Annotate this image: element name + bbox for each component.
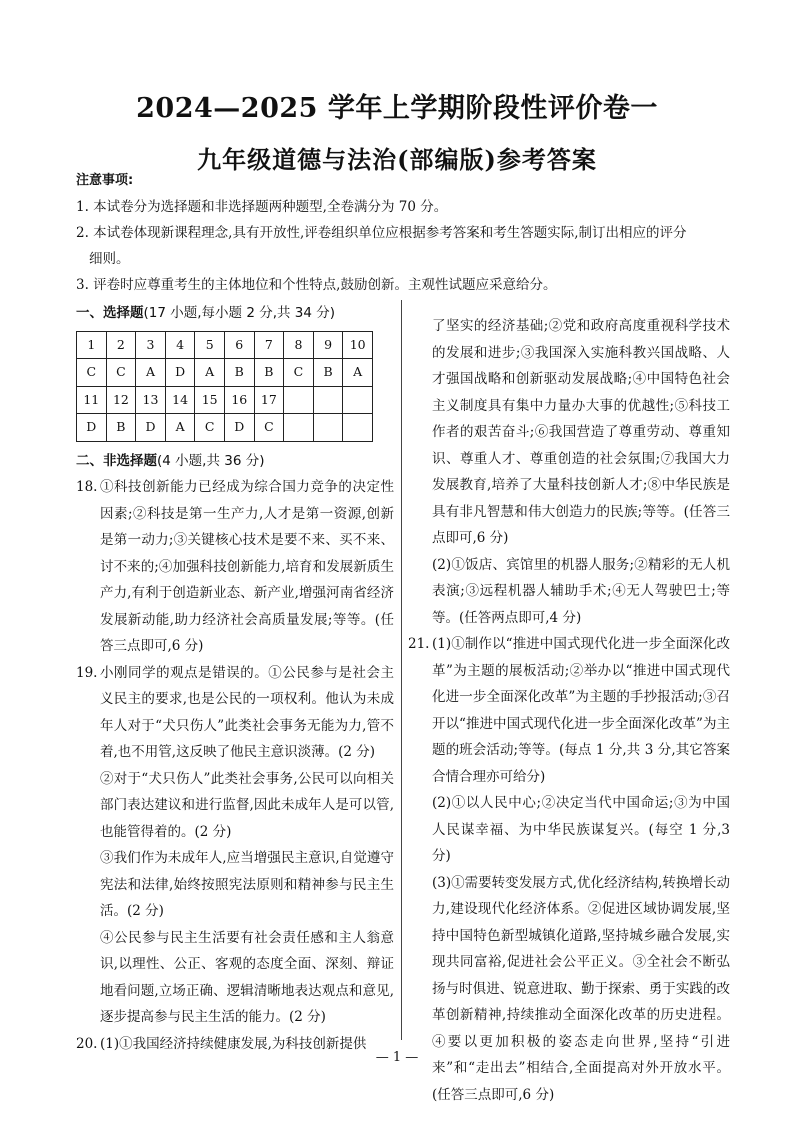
answer-letter-row: [77, 359, 373, 387]
answer-paragraph: ④公民参与民主生活要有社会责任感和主人翁意识,以理性、公正、客观的态度全面、深刻、辩证地看问题,立场正确、逻辑清晰地表达观点和意见,逐步提高参与民主生活的能力。(2 分): [100, 929, 394, 1025]
question-19: [76, 660, 394, 766]
answer-cell: 4: [165, 331, 195, 359]
answer-cell: 12: [106, 386, 136, 414]
answer-cell: B: [254, 359, 284, 387]
right-column: [408, 313, 730, 1108]
section1-title: 一、选择题: [76, 305, 144, 321]
answer-cell: 15: [195, 386, 225, 414]
answer-number-row: [77, 386, 373, 414]
answer-cell: A: [195, 359, 225, 387]
answer-cell: [343, 414, 373, 442]
answer-cell: [313, 414, 343, 442]
answer-cell: 1: [77, 331, 107, 359]
answer-cell: 13: [136, 386, 166, 414]
answer-cell: D: [77, 414, 107, 442]
answer-cell: C: [106, 359, 136, 387]
question-number: 20.: [76, 1035, 98, 1052]
answer-cell: B: [106, 414, 136, 442]
notes-block: [76, 168, 726, 298]
answer-paragraph: ③我们作为未成年人,应当增强民主意识,自觉遵守宪法和法律,始终按照宪法原则和精神参与民主生活。(2 分): [100, 850, 394, 919]
answer-text: ①科技创新能力已经成为综合国力竞争的决定性因素;②科技是第一生产力,人才是第一资源,创新是第一动力;③关键核心技术是要不来、买不来、讨不来的;④加强科技创新能力,培育和发展新质生产力,有利于创造新业态、新产业,增强河南省经济发展新动能,助力经济社会高质量发展;等等。(任答三点即可,6 分): [100, 479, 394, 654]
answer-cell: A: [343, 359, 373, 387]
note-item: 2. 本试卷体现新课程理念,具有开放性,评卷组织单位应根据参考答案和考生答题实际,制订出相应的评分: [76, 225, 687, 241]
answer-paragraph: (3)①需要转变发展方式,优化经济结构,转换增长动力,建设现代化经济体系。②促进区域协调发展,坚持中国特色新型城镇化道路,坚持城乡融合发展,实现共同富裕,促进社会公平正义。③全社会不断弘扬与时俱进、锐意进取、勤于探索、勇于实践的改革创新精神,持续推动全面深化改革的历史进程。④要以更加积极的姿态走向世界,坚持“引进来”和“走出去”相结合,全面提高对外开放水平。(任答三点即可,6 分): [432, 874, 730, 1103]
answer-cell: 2: [106, 331, 136, 359]
notes-heading: 注意事项:: [76, 173, 134, 188]
answer-cell: C: [254, 414, 284, 442]
section2-heading: [76, 448, 394, 475]
question-21: [408, 631, 730, 790]
answer-cell: 14: [165, 386, 195, 414]
answer-cell: 6: [224, 331, 254, 359]
answer-paragraph: ②对于“犬只伤人”此类社会事务,公民可以向相关部门表达建议和进行监督,因此未成年人是可以管,也能管得着的。(2 分): [100, 770, 394, 840]
answer-cell: 9: [313, 331, 343, 359]
answer-cell: 5: [195, 331, 225, 359]
answer-text: 小刚同学的观点是错误的。①公民参与是社会主义民主的要求,也是公民的一项权利。他认为未成年人对于“犬只伤人”此类社会事务无能为力,管不着,也不用管,这反映了他民主意识淡薄。(2 分): [100, 664, 394, 760]
column-divider: [401, 300, 402, 1040]
page-subtitle: 九年级道德与法治(部编版)参考答案: [197, 145, 597, 174]
answer-cell: [284, 386, 314, 414]
answer-cell: 3: [136, 331, 166, 359]
question-number: 19.: [76, 664, 98, 681]
answer-paragraph: (2)①以人民中心;②决定当代中国命运;③为中国人民谋幸福、为中华民族谋复兴。(每空 1 分,3 分): [432, 795, 730, 864]
section2-detail: (4 小题,共 36 分): [157, 452, 265, 469]
question-18: [76, 474, 394, 660]
answer-cell: 11: [77, 386, 107, 414]
page-number: — 1 —: [375, 1050, 419, 1065]
answer-cell: [343, 386, 373, 414]
question-number: 21.: [408, 636, 430, 652]
answer-cell: [313, 386, 343, 414]
answer-cell: C: [195, 414, 225, 442]
answer-table: [76, 331, 373, 442]
answer-cell: [284, 414, 314, 442]
answer-letter-row: [77, 414, 373, 442]
answer-paragraph: 了坚实的经济基础;②党和政府高度重视科学技术的发展和进步;③我国深入实施科教兴国战略、人才强国战略和创新驱动发展战略;④中国特色社会主义制度具有集中力量办大事的优越性;⑤科技工作者的艰苦奋斗;⑥我国营造了尊重劳动、尊重知识、尊重人才、尊重创造的社会氛围;⑦我国大力发展教育,培养了大量科技创新人才;⑧中华民族是具有非凡智慧和伟大创造力的民族;等等。(任答三点即可,6 分): [432, 318, 730, 546]
answer-number-row: [77, 331, 373, 359]
note-item-continuation: 细则。: [89, 251, 130, 267]
answer-cell: D: [224, 414, 254, 442]
answer-cell: D: [165, 359, 195, 387]
answer-cell: 8: [284, 331, 314, 359]
section2-title: 二、非选择题: [76, 452, 157, 469]
answer-cell: 17: [254, 386, 284, 414]
answer-cell: D: [136, 414, 166, 442]
answer-cell: C: [77, 359, 107, 387]
answer-cell: B: [224, 359, 254, 387]
answer-text: (1)①制作以“推进中国式现代化进一步全面深化改革”为主题的展板活动;②举办以“推进中国式现代化进一步全面深化改革”为主题的手抄报活动;③召开以“推进中国式现代化进一步全面深化改革”为主题的班会活动;等等。(每点 1 分,共 3 分,其它答案合情合理亦可给分): [432, 636, 730, 785]
note-item: 3. 评卷时应尊重考生的主体地位和个性特点,鼓励创新。主观性试题应采意给分。: [76, 277, 557, 293]
answer-cell: 16: [224, 386, 254, 414]
question-number: 18.: [76, 479, 98, 495]
answer-cell: B: [313, 359, 343, 387]
page-title: 2024—2025 学年上学期阶段性评价卷一: [136, 93, 658, 124]
left-column: [76, 305, 394, 1057]
answer-cell: 10: [343, 331, 373, 359]
section1-heading: [76, 300, 394, 327]
answer-cell: A: [165, 414, 195, 442]
answer-cell: A: [136, 359, 166, 387]
answer-paragraph: (2)①饭店、宾馆里的机器人服务;②精彩的无人机表演;③远程机器人辅助手术;④无人驾驶巴士;等等。(任答两点即可,4 分): [432, 556, 730, 626]
section1-detail: (17 小题,每小题 2 分,共 34 分): [143, 305, 336, 321]
note-item: 1. 本试卷分为选择题和非选择题两种题型,全卷满分为 70 分。: [76, 199, 448, 215]
answer-text: (1)①我国经济持续健康发展,为科技创新提供: [100, 1035, 367, 1052]
answer-cell: 7: [254, 331, 284, 359]
answer-cell: C: [284, 359, 314, 387]
